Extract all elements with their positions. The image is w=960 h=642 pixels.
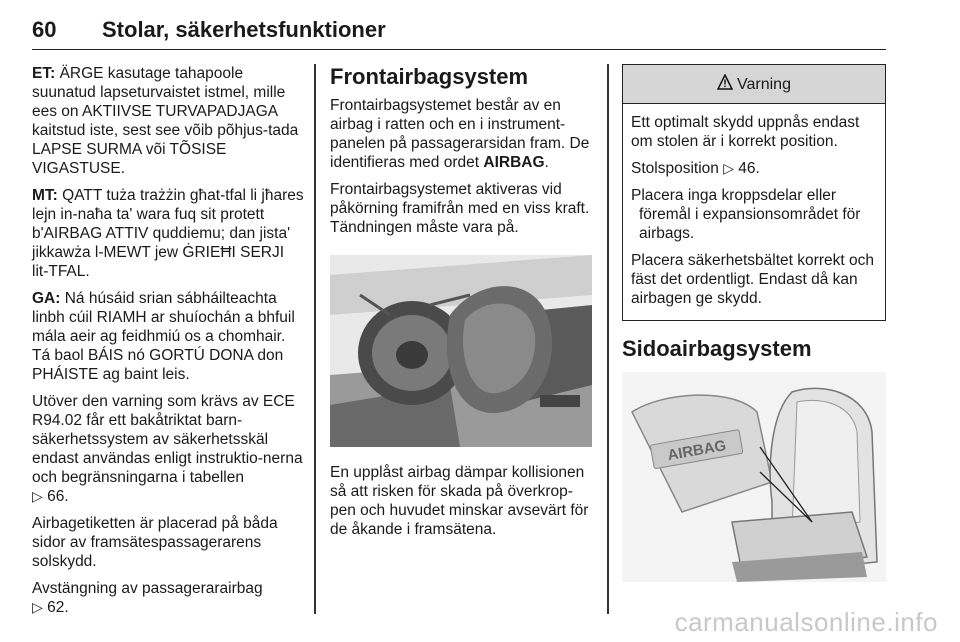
paragraph-front-3: En upplåst airbag dämpar kollisionen så att risken för skada på överkrop-pen och huvudet minskar avsevärt för de åkande i framsätena. [330, 464, 589, 538]
lang-label: ET: [32, 65, 56, 82]
page-ref[interactable]: 66. [47, 488, 69, 505]
column-middle [330, 64, 596, 547]
warning-line: Stolsposition ▷ 46. [631, 160, 760, 177]
warning-line: Placera säkerhetsbältet korrekt och fäst det ordentligt. Endast då kan airbagen ge skydd. [631, 252, 874, 307]
page-header [32, 14, 886, 50]
paragraph-text: Utöver den varning som krävs av ECE R94.02 får ett bakåtriktat barn-säkerhetssystem av säkerhetsskäl endast användas enligt instruktio-nerna och begränsningarna i tabellen [32, 393, 303, 486]
airbag-word: AIRBAG [483, 154, 545, 171]
front-airbag-illustration [330, 255, 592, 447]
paragraph-et [32, 64, 304, 178]
sidoairbag-title: Sidoairbagsystem [622, 336, 812, 361]
paragraph-text: Ná húsáid srian sábháilteachta linbh cúil RIAMH ar shuíochán a bhfuil mála aeir ag feidhmiú os a chomhair. Tá baol BÁIS nó GORTÚ DONA don PHÁISTE ag baint leis. [32, 290, 295, 383]
page-number: 60 [32, 17, 57, 42]
paragraph-text: QATT tuża trażżin għat-tfal li jħares lejn in-naħa ta' wara fuq sit protett b'AIRBAG ATTIV quddiemu; dan jista' jikkawża l-MEWT jew ĠRIEĦI SERJI lit-TFAL. [32, 187, 304, 280]
page-ref[interactable]: 46. [738, 160, 760, 177]
column-right [622, 64, 886, 582]
warning-line: Ett optimalt skydd uppnås endast om stolen är i korrekt position. [631, 114, 860, 150]
lang-label: GA: [32, 290, 61, 307]
warning-body [623, 104, 885, 320]
warning-header [623, 65, 885, 104]
paragraph-ga [32, 289, 304, 384]
frontairbag-title: Frontairbagsystem [330, 64, 529, 89]
column-left [32, 64, 304, 625]
warning-line: Placera inga kroppsdelar eller föremål i expansionsområdet för airbags. [631, 187, 861, 242]
warning-box [622, 64, 886, 321]
warning-title: Varning [737, 75, 791, 93]
paragraph-deactivation [32, 579, 304, 617]
section-title: Stolar, säkerhetsfunktioner [102, 17, 386, 42]
paragraph-ece [32, 392, 304, 506]
paragraph-text: Airbagetiketten är placerad på båda sidor av framsätespassagerarens solskydd. [32, 515, 278, 570]
paragraph-front-1: Frontairbagsystemet består av en airbag i ratten och en i instrument-panelen på passagerarsidan fram. De identifieras med ordet AIRBAG. [330, 97, 590, 171]
airbag-label-text: AIRBAG [666, 437, 728, 465]
paragraph-label [32, 514, 304, 571]
paragraph-text: Avstängning av passagerarairbag [32, 580, 263, 597]
page-ref-icon: ▷ [32, 488, 43, 504]
paragraph-text: ÄRGE kasutage tahapoole suunatud lapseturvaistet istmel, mille ees on AKTIIVSE TURVAPADJAGA kaitstud iste, sest see võib põhjus-tada LAPSE SURMA või TÕSISE VIGASTUSE. [32, 65, 299, 177]
column-divider [607, 64, 609, 614]
column-divider [314, 64, 316, 614]
watermark: carmanualsonline.info [674, 607, 938, 637]
paragraph-mt [32, 186, 304, 281]
page-ref-icon: ▷ [723, 160, 734, 176]
side-airbag-illustration [622, 372, 886, 582]
page-ref-icon: ▷ [32, 599, 43, 615]
lang-label: MT: [32, 187, 58, 204]
paragraph-front-2: Frontairbagsystemet aktiveras vid påkörning framifrån med en viss kraft. Tändningen måste vara på. [330, 181, 590, 236]
warning-icon [717, 74, 733, 95]
page-ref[interactable]: 62. [47, 599, 69, 616]
